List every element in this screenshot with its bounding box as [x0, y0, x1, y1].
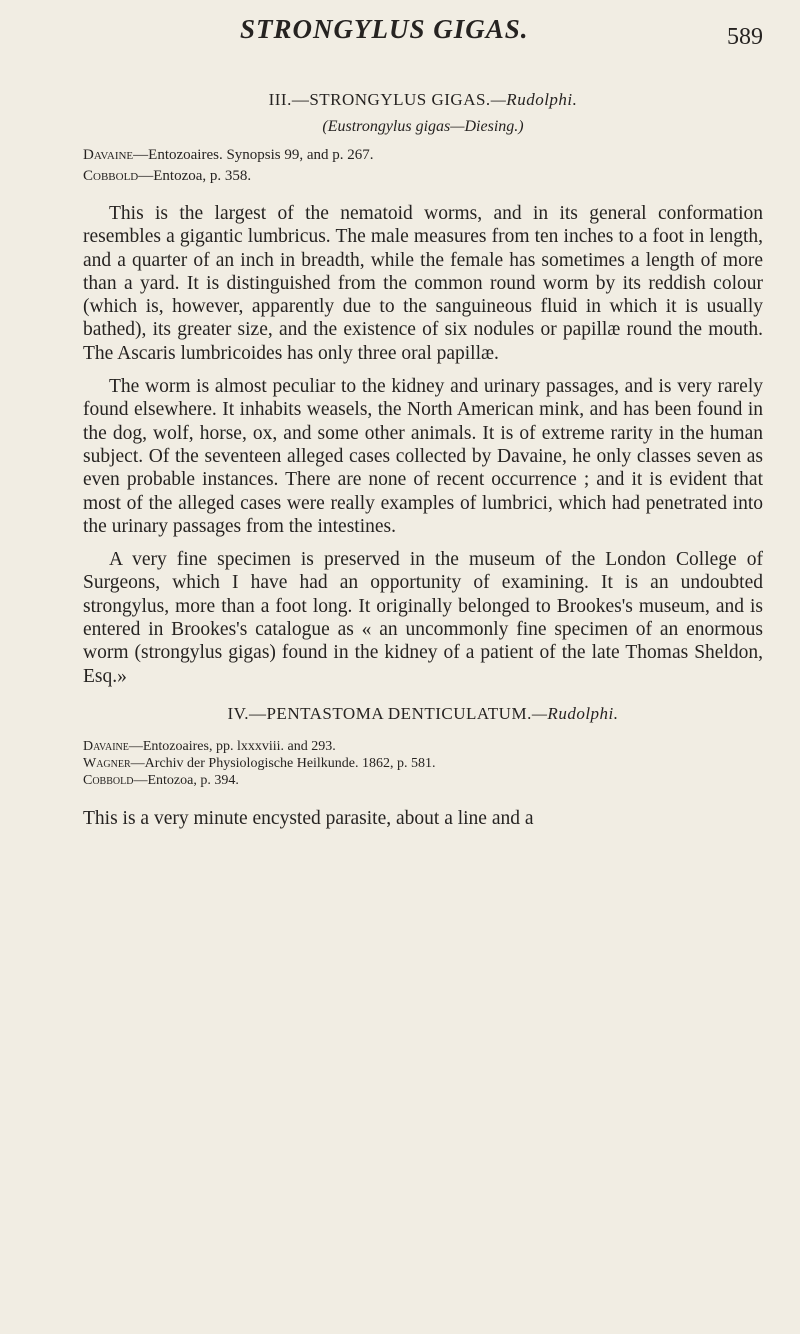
paragraph: This is the largest of the nematoid worms, and in its general conformation resembles a gigantic lumbricus. The male measures from ten inches to a foot in length, and a quarter of an inch in breadth, while the female has sometimes a length of more than a yard. It is distinguished from the common round worm by its reddish colour (which is, however, apparently due to the sanguineous fluid in which it is usually bathed), its greater size, and the existence of six nodules or papillæ round the mouth. The Ascaris lumbricoides has only three oral papillæ. — [83, 203, 763, 364]
reference — [83, 772, 763, 789]
paragraph: A very fine specimen is preserved in the museum of the London College of Surgeons, which I have had an opportunity of examining. It is an undoubted strongylus, more than a foot long. It originally belonged to Brookes's museum, and is entered in Brookes's catalogue as « an uncommonly fine specimen of an enormous worm (strongylus gigas) found in the kidney of a patient of the late Thomas Sheldon, Esq.» — [83, 549, 763, 687]
references — [83, 738, 763, 789]
page-body — [83, 90, 763, 840]
references — [83, 145, 763, 187]
reference — [83, 755, 763, 772]
reference — [83, 738, 763, 755]
ref-author: Davaine — [83, 738, 129, 754]
ref-author: Cobbold — [83, 772, 134, 788]
ref-text: —Entozoa, p. 394. — [133, 772, 239, 788]
section-title: IV.—PENTASTOMA DENTICULATUM. — [227, 703, 532, 723]
ref-author: Cobbold — [83, 168, 139, 184]
ref-text: —Entozoa, p. 358. — [138, 168, 252, 184]
page-number: 589 — [727, 24, 763, 50]
ref-text: —Archiv der Physiologische Heilkunde. 1862, p. 581. — [130, 755, 436, 771]
reference — [83, 166, 763, 187]
synonym: (Eustrongylus gigas—Diesing.) — [322, 118, 524, 135]
section-heading-pentastoma — [83, 704, 763, 724]
section-authority: —Rudolphi. — [490, 90, 578, 109]
ref-text: —Entozoaires. Synopsis 99, and p. 267. — [133, 147, 374, 163]
paragraph: This is a very minute encysted parasite, about a line and a — [83, 807, 534, 829]
reference — [83, 145, 763, 166]
section-authority: —Rudolphi. — [531, 703, 619, 723]
section-heading-strongylus — [83, 90, 763, 110]
ref-author: Davaine — [83, 147, 134, 163]
running-head — [0, 14, 800, 54]
ref-author: Wagner — [83, 755, 131, 771]
ref-text: —Entozoaires, pp. lxxxviii. and 293. — [128, 738, 336, 754]
running-title: STRONGYLUS GIGAS. — [240, 14, 529, 44]
section-title: III.—STRONGYLUS GIGAS. — [268, 90, 491, 109]
paragraph: The worm is almost peculiar to the kidney and urinary passages, and is very rarely found elsewhere. It inhabits weasels, the North American mink, and has been found in the dog, wolf, horse, ox, and some other animals. It is of extreme rarity in the human subject. Of the seventeen alleged cases collected by Davaine, he only classes seven as even probable instances. There are none of recent occurrence ; and it is evident that most of the alleged cases were really examples of lumbrici, which had penetrated into the urinary passages from the intestines. — [83, 376, 763, 537]
